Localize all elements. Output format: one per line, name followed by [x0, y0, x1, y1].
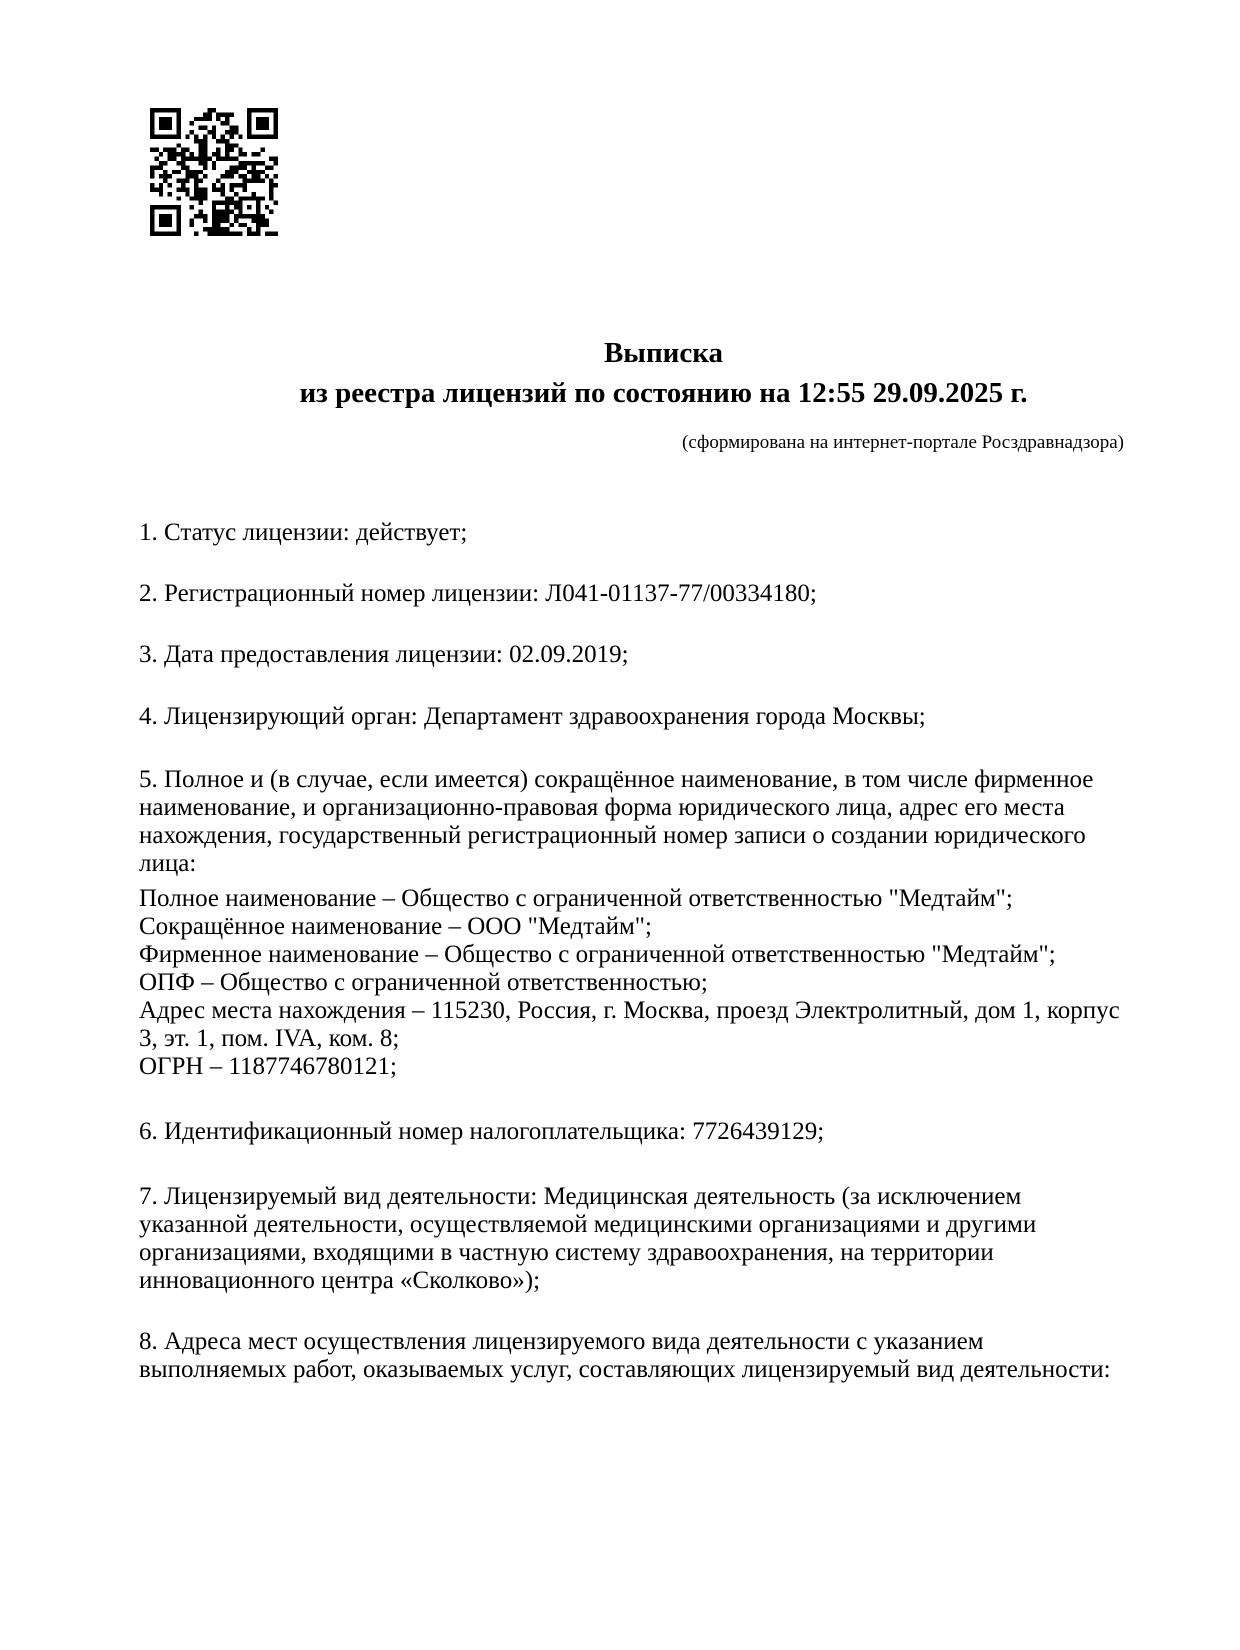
license-reg-number: 2. Регистрационный номер лицензии: Л041-01137-77/00334180; [139, 580, 817, 607]
document-subtitle: (сформирована на интернет-портале Росздравнадзора) [682, 432, 1124, 453]
company-address: Адрес места нахождения – 115230, Россия, г. Москва, проезд Электролитный, дом 1, корпус 3, эт. 1, пом. IVA, ком. 8; [139, 997, 1120, 1052]
company-brand-name: Фирменное наименование – Общество с ограниченной ответственностью "Медтайм"; [139, 941, 1056, 968]
company-ogrn: ОГРН – 1187746780121; [139, 1053, 397, 1080]
license-grant-date: 3. Дата предоставления лицензии: 02.09.2019; [139, 641, 629, 668]
qr-code-icon [150, 108, 278, 236]
title-line-2: из реестра лицензий по состоянию на 12:55 29.09.2025 г. [299, 377, 1028, 409]
taxpayer-inn: 6. Идентификационный номер налогоплательщика: 7726439129; [139, 1118, 825, 1145]
company-short-name: Сокращённое наименование – ООО "Медтайм"; [139, 913, 652, 940]
company-full-name: Полное наименование – Общество с ограниченной ответственностью "Медтайм"; [139, 885, 1013, 912]
licensed-activity: 7. Лицензируемый вид деятельности: Медицинская деятельность (за исключением указанной деятельности, осуществляемой медицинскими организациями и другими организациями, входящими в частную систему здравоохранения, на территории инновационного центра «Сколково»); [139, 1183, 1037, 1294]
names-intro: 5. Полное и (в случае, если имеется) сокращённое наименование, в том числе фирменное наименование, и организационно-правовая форма юридического лица, адрес его места нахождения, государственный регистрационный номер записи о создании юридического лица: [139, 766, 1094, 877]
company-details [139, 885, 1124, 1081]
title-line-1: Выписка [603, 337, 724, 369]
company-opf: ОПФ – Общество с ограниченной ответственностью; [139, 969, 708, 996]
addresses-intro: 8. Адреса мест осуществления лицензируемого вида деятельности с указанием выполняемых работ, оказываемых услуг, составляющих лицензируемый вид деятельности: [139, 1328, 1111, 1383]
document-title [139, 333, 1188, 413]
licensing-authority: 4. Лицензирующий орган: Департамент здравоохранения города Москвы; [139, 703, 926, 730]
license-status: 1. Статус лицензии: действует; [139, 519, 468, 546]
